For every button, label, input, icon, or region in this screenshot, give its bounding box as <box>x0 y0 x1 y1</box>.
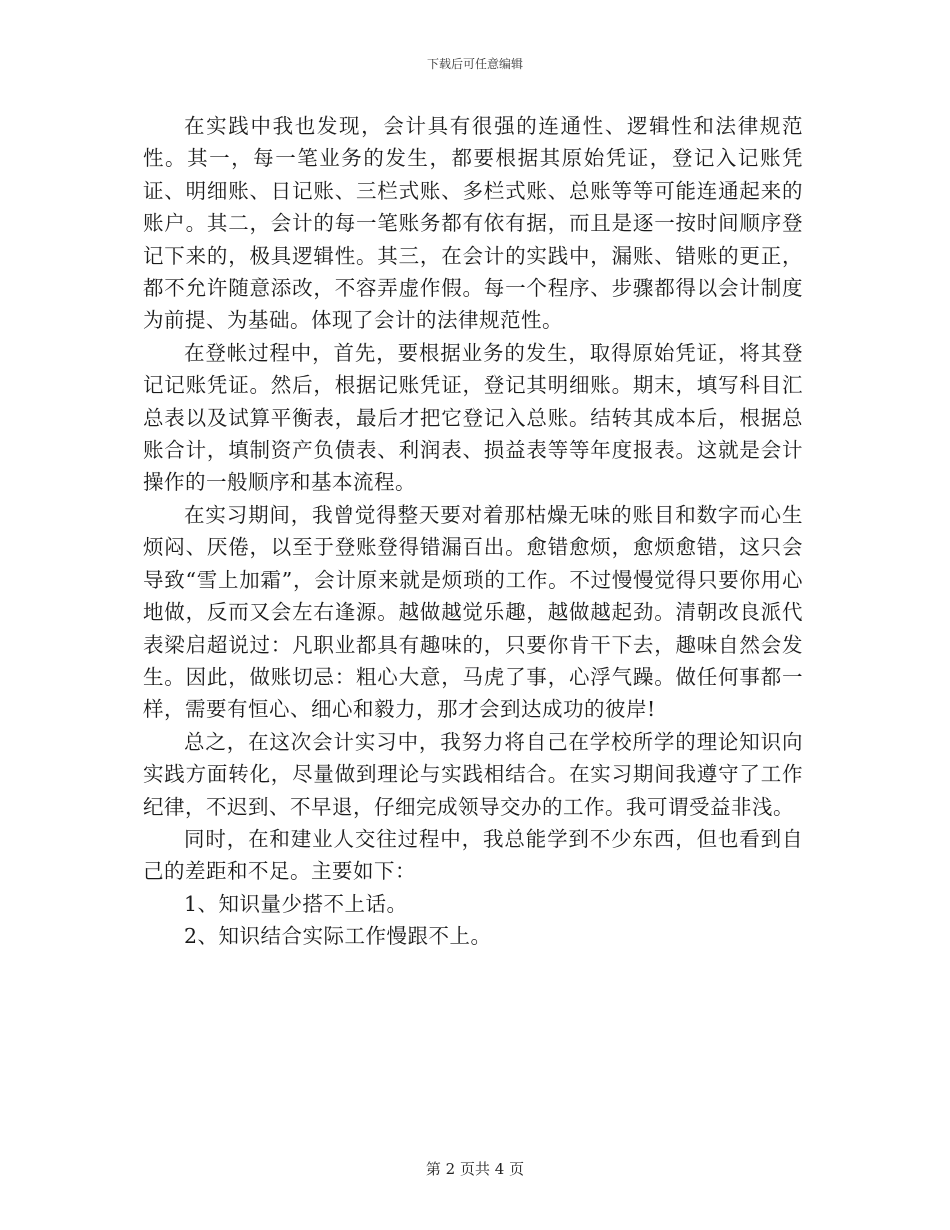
paragraph-internship-feelings: 在实习期间，我曾觉得整天要对着那枯燥无味的账目和数字而心生烦闷、厌倦，以至于登账登得错漏百出。愈错愈烦，愈烦愈错，这只会导致“雪上加霜”，会计原来就是烦琐的工作。不过慢慢觉得只要你用心地做，反而又会左右逢源。越做越觉乐趣，越做越起劲。清朝改良派代表梁启超说过：凡职业都具有趣味的，只要你肯干下去，趣味自然会发生。因此，做账切忌：粗心大意，马虎了事，心浮气躁。做任何事都一样，需要有恒心、细心和毅力，那才会到达成功的彼岸! <box>143 502 803 722</box>
page-footer: 第 2 页共 4 页 <box>425 1160 525 1178</box>
paragraph-shortcomings-intro: 同时，在和建业人交往过程中，我总能学到不少东西，但也看到自己的差距和不足。主要如下： <box>143 826 803 884</box>
list-item-knowledge: 1、知识量少搭不上话。 <box>184 891 408 916</box>
page-header: 下载后可任意编辑 <box>426 57 523 71</box>
paragraph-bookkeeping-process: 在登帐过程中，首先，要根据业务的发生，取得原始凭证，将其登记记账凭证。然后，根据记账凭证，登记其明细账。期末，填写科目汇总表以及试算平衡表，最后才把它登记入总账。结转其成本后，根据总账合计，填制资产负债表、利润表、损益表等等年度报表。这就是会计操作的一般顺序和基本流程。 <box>143 340 803 495</box>
document-body <box>143 110 803 953</box>
list-item-practice: 2、知识结合实际工作慢跟不上。 <box>184 924 492 949</box>
paragraph-accounting-nature: 在实践中我也发现，会计具有很强的连通性、逻辑性和法律规范性。其一，每一笔业务的发生，都要根据其原始凭证，登记入记账凭证、明细账、日记账、三栏式账、多栏式账、总账等等可能连通起来的账户。其二，会计的每一笔账务都有依有据，而且是逐一按时间顺序登记下来的，极具逻辑性。其三，在会计的实践中，漏账、错账的更正，都不允许随意添改，不容弄虚作假。每一个程序、步骤都得以会计制度为前提、为基础。体现了会计的法律规范性。 <box>143 114 803 333</box>
paragraph-summary: 总之，在这次会计实习中，我努力将自己在学校所学的理论知识向实践方面转化，尽量做到理论与实践相结合。在实习期间我遵守了工作纪律，不迟到、不早退，仔细完成领导交办的工作。我可谓受益非浅。 <box>143 729 803 819</box>
